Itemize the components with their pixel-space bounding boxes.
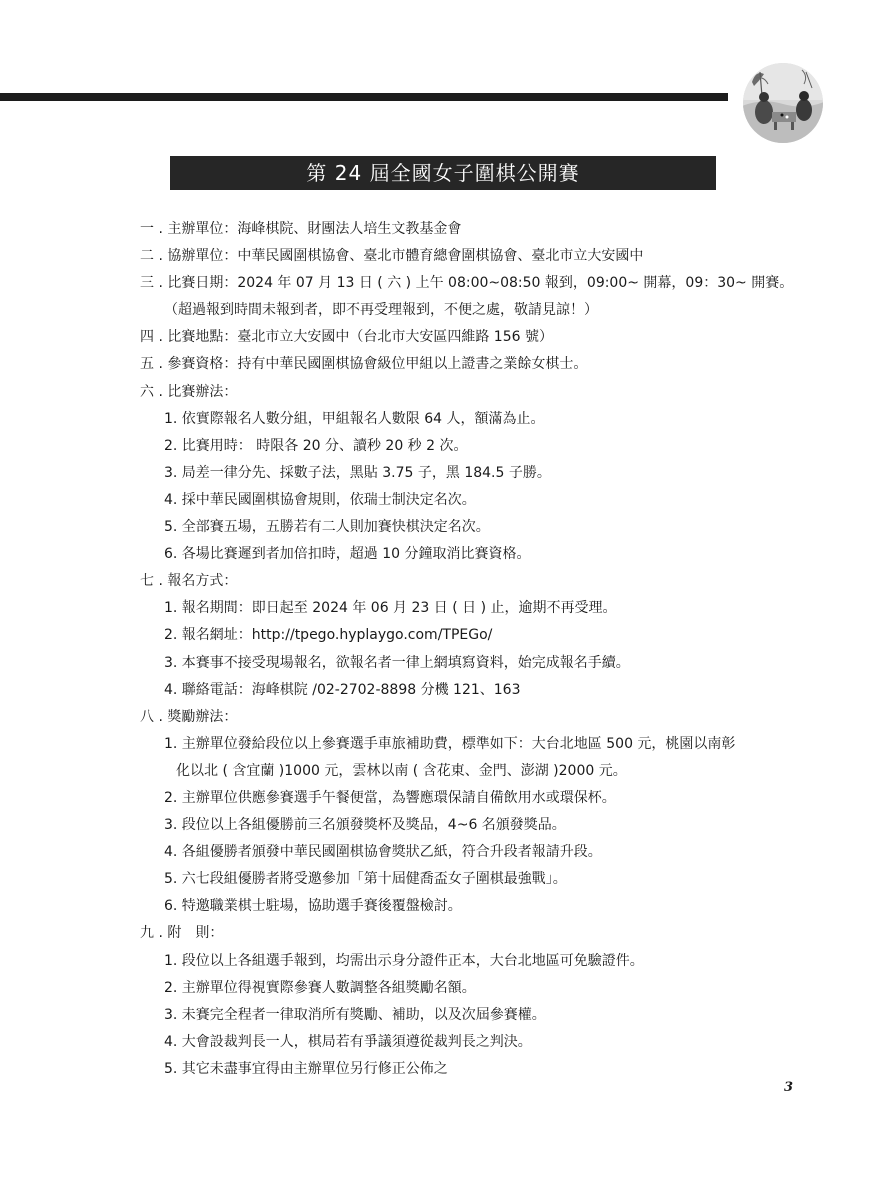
section-rules: 六 . 比賽辦法： [140, 383, 238, 400]
section-awards: 八 . 獎勵辦法： [140, 708, 238, 725]
list-item: 4. 大會設裁判長一人，棋局若有爭議須遵從裁判長之判決。 [164, 1033, 532, 1050]
date-note: （超過報到時間未報到者，即不再受理報到，不便之處，敬請見諒！） [164, 302, 598, 319]
contact-phone-item: 4. 聯絡電話：海峰棋院 /02-2702-8898 分機 121、163 [164, 681, 521, 698]
page-number: 3 [784, 1080, 794, 1095]
section-co-organizer: 二 . 協辦單位：中華民國圍棋協會、臺北市體育總會圍棋協會、臺北市立大安國中 [140, 248, 644, 265]
list-item: 5. 其它未盡事宜得由主辦單位另行修正公佈之 [164, 1060, 448, 1077]
list-item: 2. 主辦單位供應參賽選手午餐便當，為響應環保請自備飲用水或環保杯。 [164, 789, 616, 806]
list-item: 3. 本賽事不接受現場報名，欲報名者一律上網填寫資料，始完成報名手續。 [164, 654, 630, 671]
page-title: 第 24 屆全國女子圍棋公開賽 [170, 156, 716, 190]
section-organizer: 一 . 主辦單位：海峰棋院、財團法人培生文教基金會 [140, 221, 462, 237]
list-item: 6. 特邀職業棋士駐場，協助選手賽後覆盤檢討。 [164, 898, 462, 915]
list-item: 3. 段位以上各組優勝前三名頒發獎杯及獎品，4~6 名頒發獎品。 [164, 817, 566, 834]
list-item: 2. 比賽用時： 時限各 20 分、讀秒 20 秒 2 次。 [164, 437, 468, 454]
section-supplementary: 九 . 附 則： [140, 925, 224, 942]
document-body [140, 216, 794, 1083]
list-item: 1. 依實際報名人數分組，甲組報名人數限 64 人，額滿為止。 [164, 410, 545, 427]
list-item: 5. 六七段組優勝者將受邀參加「第十屆健喬盃女子圍棋最強戰」。 [164, 871, 567, 888]
list-item: 3. 未賽完全程者一律取消所有獎勵、補助，以及次屆參賽權。 [164, 1006, 546, 1023]
list-item: 2. 主辦單位得視實際參賽人數調整各組獎勵名額。 [164, 979, 476, 996]
registration-url-item: 2. 報名網址：http://tpego.hyplaygo.com/TPEGo/ [164, 627, 493, 644]
section-venue: 四 . 比賽地點：臺北市立大安國中（台北市大安區四維路 156 號） [140, 329, 553, 346]
list-item: 6. 各場比賽遲到者加倍扣時，超過 10 分鐘取消比賽資格。 [164, 546, 531, 563]
section-date: 三 . 比賽日期：2024 年 07 月 13 日 ( 六 ) 上午 08:00~08:50 報到，09:00~ 開幕，09：30~ 開賽。 [140, 275, 794, 292]
list-item: 4. 採中華民國圍棋協會規則，依瑞士制決定名次。 [164, 491, 476, 508]
section-registration: 七 . 報名方式： [140, 573, 238, 590]
list-item: 1. 段位以上各組選手報到，均需出示身分證件正本，大台北地區可免驗證件。 [164, 952, 644, 969]
list-item: 1. 報名期間：即日起至 2024 年 06 月 23 日 ( 日 ) 止，逾期不再受理。 [164, 600, 617, 617]
list-item: 4. 各組優勝者頒發中華民國圍棋協會獎狀乙紙，符合升段者報請升段。 [164, 844, 602, 861]
list-item: 5. 全部賽五場，五勝若有二人則加賽快棋決定名次。 [164, 519, 490, 536]
list-item-continuation: 化以北 ( 含宜蘭 )1000 元，雲林以南 ( 含花東、金門、澎湖 )2000 元。 [176, 762, 627, 779]
list-item: 3. 局差一律分先、採數子法，黑貼 3.75 子，黑 184.5 子勝。 [164, 464, 551, 481]
header-rule [0, 93, 728, 101]
go-players-illustration [742, 62, 824, 144]
list-item: 1. 主辦單位發給段位以上參賽選手車旅補助費，標準如下：大台北地區 500 元，桃園以南彰 [164, 735, 736, 752]
section-eligibility: 五 . 參賽資格：持有中華民國圍棋協會級位甲組以上證書之業餘女棋士。 [140, 356, 588, 373]
